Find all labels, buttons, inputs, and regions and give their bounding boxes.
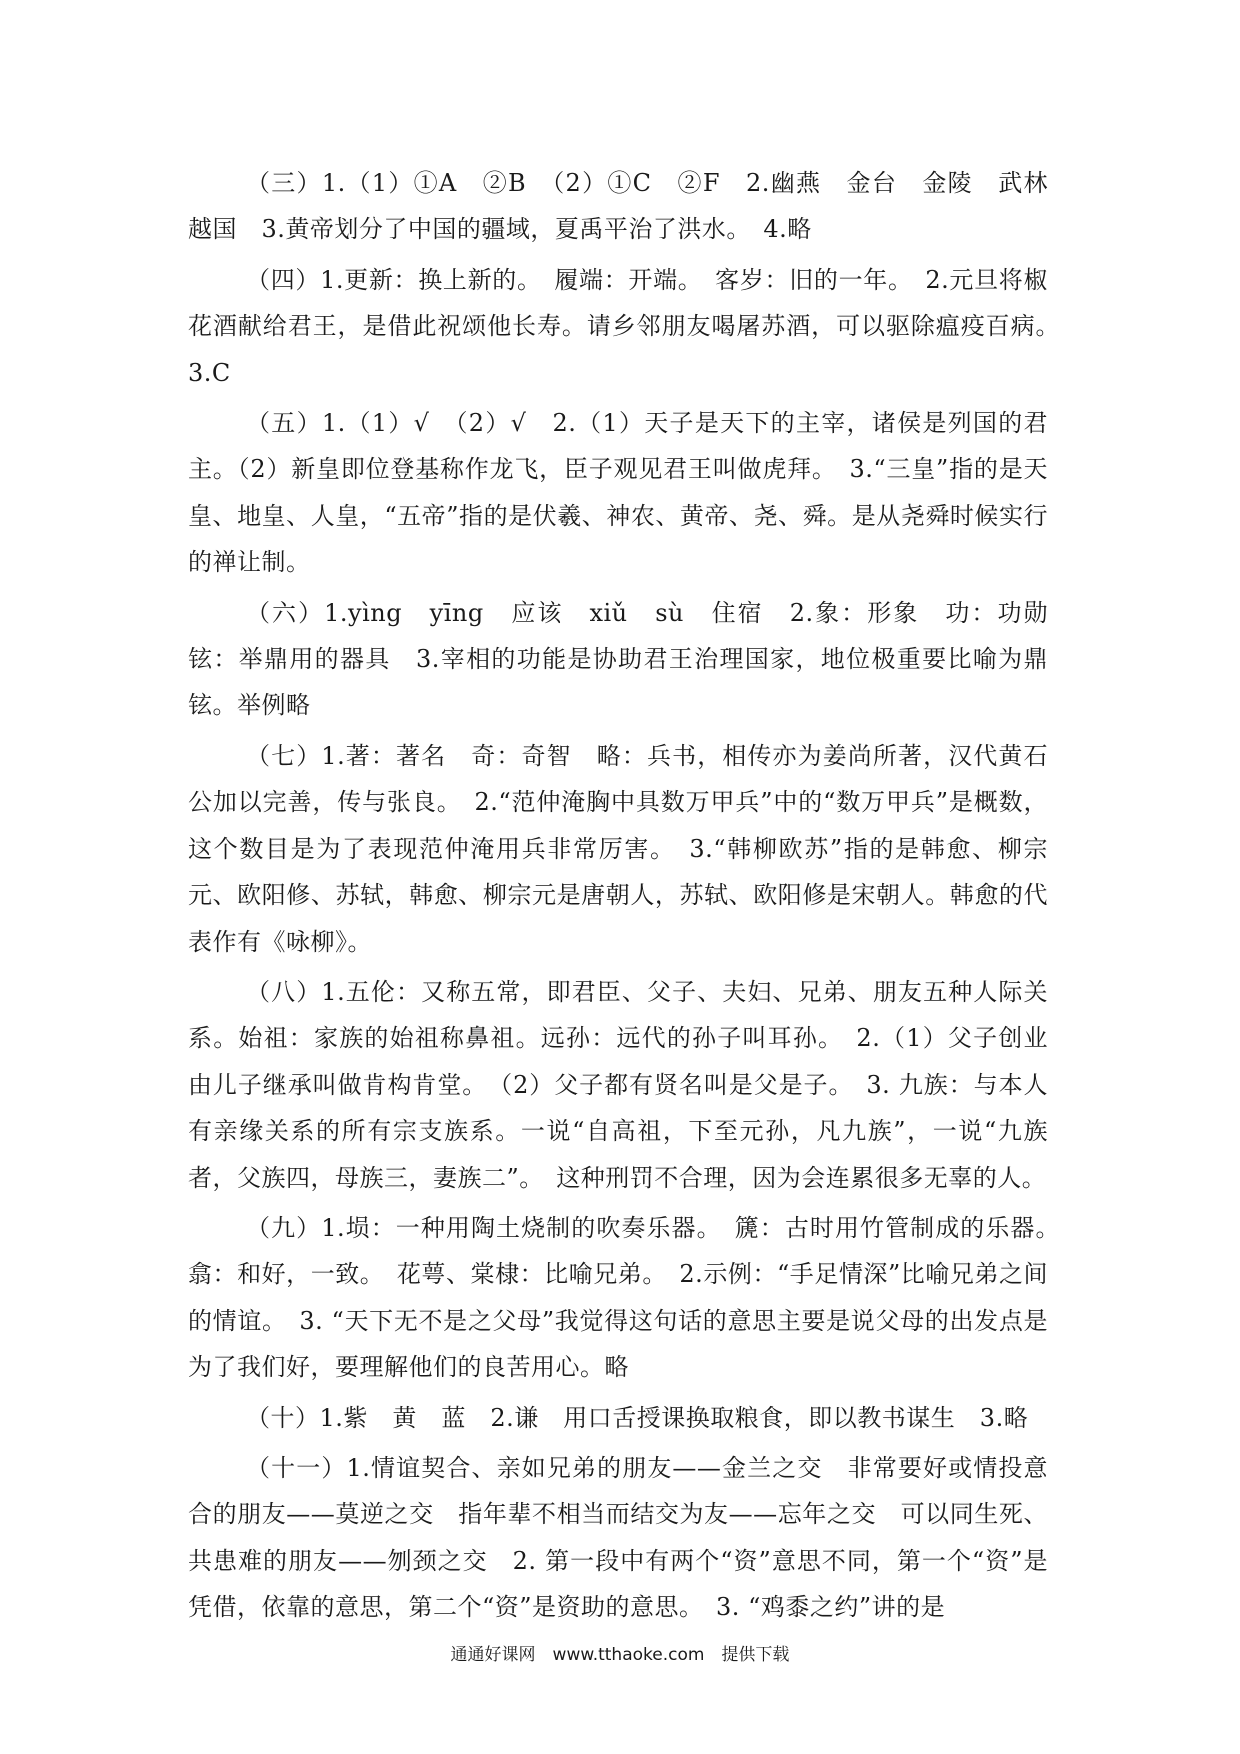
answer-key-body <box>188 160 1073 1635</box>
answer-section-7: （七）1.著：著名 奇：奇智 略：兵书，相传亦为姜尚所著，汉代黄石公加以完善，传与张良。 2.“范仲淹胸中具数万甲兵”中的“数万甲兵”是概数，这个数目是为了表现范仲淹用兵非常厉害。 3.“韩柳欧苏”指的是韩愈、柳宗元、欧阳修、苏轼，韩愈、柳宗元是唐朝人，苏轼、欧阳修是宋朝人。韩愈的代表作有《咏柳》。 <box>188 741 1048 956</box>
answer-section-10: （十）1.紫 黄 蓝 2.谦 用口舌授课换取粮食，即以教书谋生 3.略 <box>246 1403 1029 1432</box>
answer-section-5: （五）1.（1）√ （2）√ 2.（1）天子是天下的主宰，诸侯是列国的君主。（2）新皇即位登基称作龙飞，臣子观见君王叫做虎拜。 3.“三皇”指的是天皇、地皇、人皇，“五帝”指的是伏羲、神农、黄帝、尧、舜。是从尧舜时候实行的禅让制。 <box>188 409 1048 577</box>
answer-section-9: （九）1.埙：一种用陶土烧制的吹奏乐器。 篪：古时用竹管制成的乐器。 翕：和好，一致。 花萼、棠棣：比喻兄弟。 2.示例：“手足情深”比喻兄弟之间的情谊。 3. “天下无不是之父母”我觉得这句话的意思主要是说父母的出发点是为了我们好，要理解他们的良苦用心。略 <box>188 1213 1073 1382</box>
answer-section-3: （三）1.（1）①A ②B （2）①C ②F 2.幽燕 金台 金陵 武林 越国 3.黄帝划分了中国的疆域，夏禹平治了洪水。 4.略 <box>188 169 1073 244</box>
answer-section-8: （八）1.五伦：又称五常，即君臣、父子、夫妇、兄弟、朋友五种人际关系。始祖：家族的始祖称鼻祖。远孙：远代的孙子叫耳孙。 2.（1）父子创业由儿子继承叫做肯构肯堂。 （2）父子都有贤名叫是父是子。 3. 九族：与本人有亲缘关系的所有宗支族系。一说“自高祖，下至元孙，凡九族”，一说“九族者，父族四，母族三，妻族二”。 这种刑罚不合理，因为会连累很多无辜的人。 <box>188 977 1048 1192</box>
answer-section-4: （四）1.更新：换上新的。 履端：开端。 客岁：旧的一年。 2.元旦将椒花酒献给君王，是借此祝颂他长寿。请乡邻朋友喝屠苏酒，可以驱除瘟疫百病。 3.C <box>188 265 1073 387</box>
answer-section-6: （六）1.yìng yīng 应该 xiǔ sù 住宿 2.象：形象 功：功勋 铉：举鼎用的器具 3.宰相的功能是协助君王治理国家，地位极重要比喻为鼎铉。举例略 <box>188 598 1073 720</box>
page-footer: 通通好课网 www.tthaoke.com 提供下载 <box>450 1645 790 1665</box>
answer-section-11: （十一）1.情谊契合、亲如兄弟的朋友——金兰之交 非常要好或情投意合的朋友——莫逆之交 指年辈不相当而结交为友——忘年之交 可以同生死、共患难的朋友——刎颈之交 2. 第一段中有两个“资”意思不同，第一个“资”是凭借，依靠的意思，第二个“资”是资助的意思。 3. “鸡黍之约”讲的是 <box>188 1453 1048 1622</box>
